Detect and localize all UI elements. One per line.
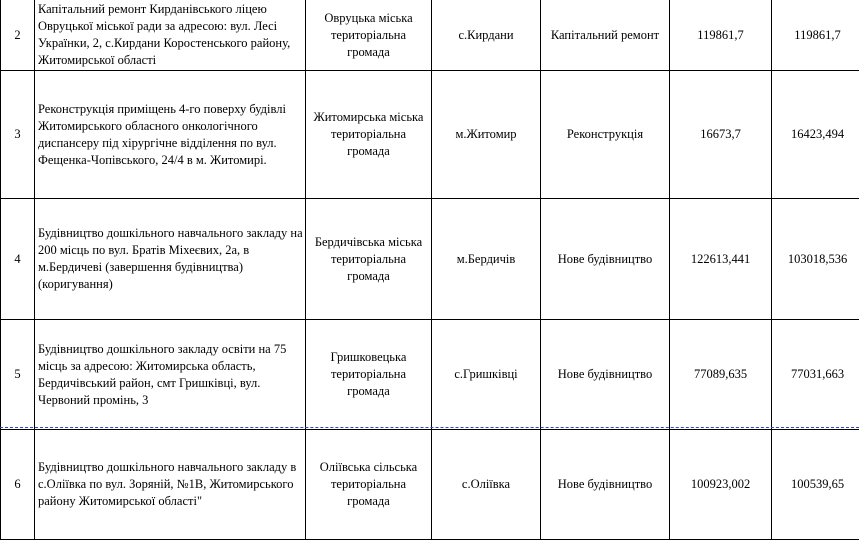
table-row [1, 0, 859, 71]
row-number: 5 [1, 320, 35, 430]
remaining-cost: 100539,65 [772, 430, 859, 540]
settlement-name: с.Кирдани [432, 0, 541, 71]
work-type: Нове будівництво [541, 430, 670, 540]
table-row [1, 71, 859, 199]
remaining-cost: 16423,494 [772, 71, 859, 199]
work-type: Капітальний ремонт [541, 0, 670, 71]
work-type: Нове будівництво [541, 199, 670, 320]
settlement-name: с.Гришківці [432, 320, 541, 430]
settlement-name: м.Житомир [432, 71, 541, 199]
remaining-cost: 119861,7 [772, 0, 859, 71]
community-name: Овруцька міська територіальна громада [306, 0, 432, 71]
estimated-cost: 77089,635 [670, 320, 772, 430]
table-row [1, 199, 859, 320]
project-name: Реконструкція приміщень 4-го поверху будівлі Житомирського обласного онкологічного диспансеру під хірургічне відділення по вул. Фещенка-Чопівського, 24/4 в м. Житомирі. [35, 71, 306, 199]
row-number: 3 [1, 71, 35, 199]
community-name: Гришковецька територіальна громада [306, 320, 432, 430]
estimated-cost: 122613,441 [670, 199, 772, 320]
settlement-name: м.Бердичів [432, 199, 541, 320]
project-name: Будівництво дошкільного навчального закладу на 200 місць по вул. Братів Міхеєвих, 2а, в м.Бердичеві (завершення будівництва) (коригування) [35, 199, 306, 320]
table-row [1, 430, 859, 540]
estimated-cost: 119861,7 [670, 0, 772, 71]
row-number: 4 [1, 199, 35, 320]
row-number: 6 [1, 430, 35, 540]
community-name: Бердичівська міська територіальна громада [306, 199, 432, 320]
work-type: Реконструкція [541, 71, 670, 199]
remaining-cost: 77031,663 [772, 320, 859, 430]
settlement-name: с.Оліївка [432, 430, 541, 540]
project-name: Будівництво дошкільного навчального закладу в с.Оліївка по вул. Зоряній, №1В, Житомирського району Житомирської області" [35, 430, 306, 540]
page-break-line [0, 427, 859, 428]
community-name: Житомирська міська територіальна громада [306, 71, 432, 199]
project-name: Капітальний ремонт Кирданівського ліцею Овруцької міської ради за адресою: вул. Лесі Українки, 2, с.Кирдани Коростенського району, Житомирської області [35, 0, 306, 71]
row-number: 2 [1, 0, 35, 71]
work-type: Нове будівництво [541, 320, 670, 430]
estimated-cost: 100923,002 [670, 430, 772, 540]
estimated-cost: 16673,7 [670, 71, 772, 199]
community-name: Оліївська сільська територіальна громада [306, 430, 432, 540]
remaining-cost: 103018,536 [772, 199, 859, 320]
table-row [1, 320, 859, 430]
project-name: Будівництво дошкільного закладу освіти на 75 місць за адресою: Житомирська область, Бердичівський район, смт Гришківці, вул. Червоний промінь, 3 [35, 320, 306, 430]
